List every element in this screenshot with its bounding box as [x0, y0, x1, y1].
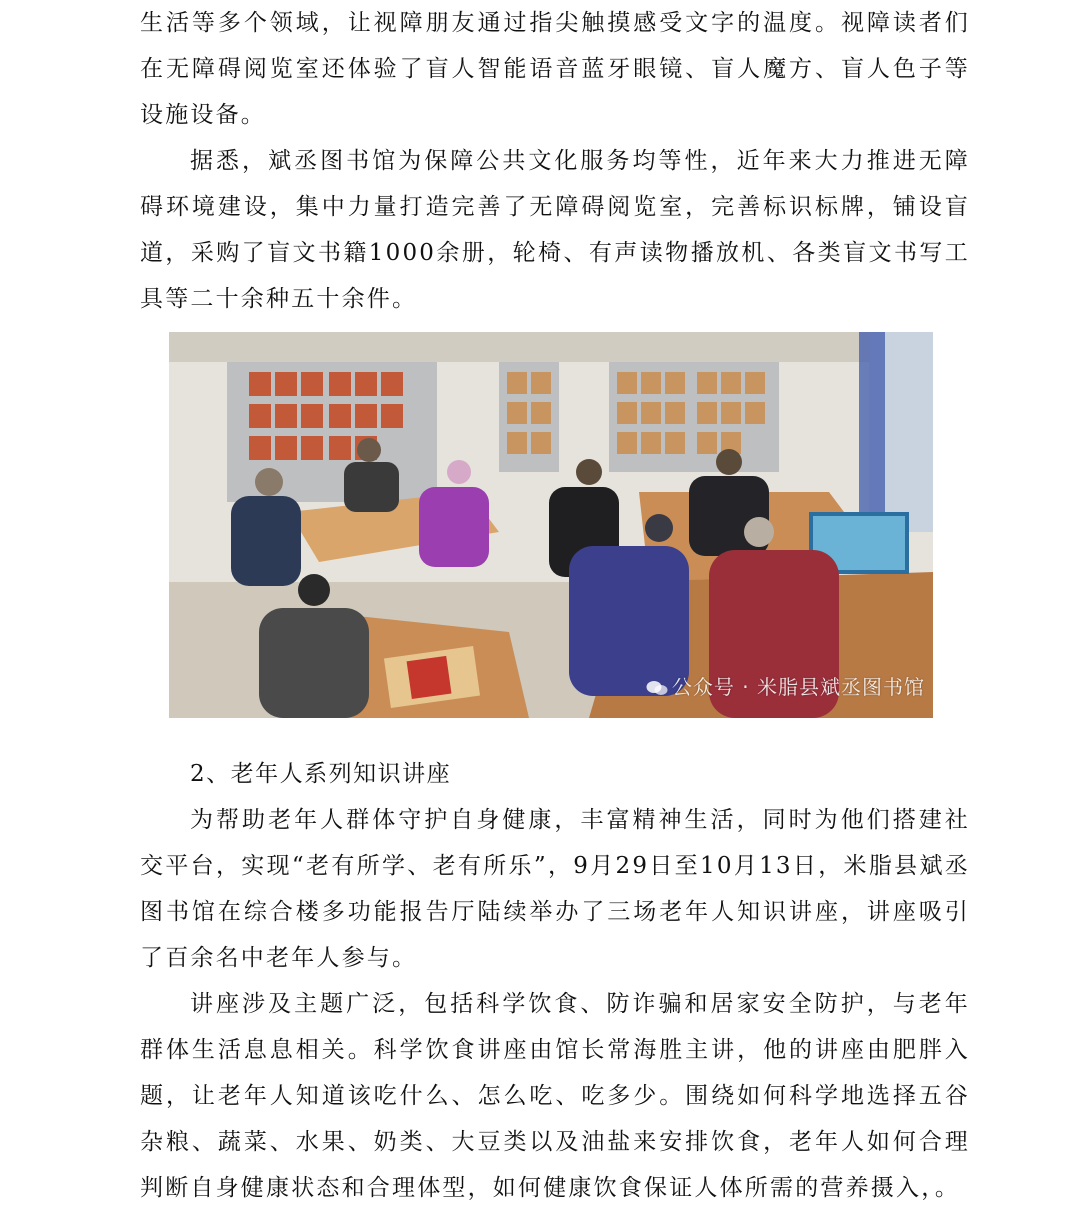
reading-room-photo-illustration: [169, 332, 933, 718]
photo-watermark: [646, 671, 925, 700]
photo-watermark-text: 公众号 · 米脂县斌丞图书馆: [671, 675, 925, 699]
article-top-section: [140, 0, 970, 322]
paragraph-continuation: 生活等多个领域，让视障朋友通过指尖触摸感受文字的温度。视障读者们在无障碍阅览室还体验了盲人智能语音蓝牙眼镜、盲人魔方、盲人色子等设施设备。: [140, 10, 970, 128]
wechat-icon: [646, 680, 668, 696]
section-heading-elderly-lectures: 2、老年人系列知识讲座: [190, 761, 452, 787]
paragraph-lecture-intro: 为帮助老年人群体守护自身健康，丰富精神生活，同时为他们搭建社交平台，实现“老有所学、老有所乐”，9月29日至10月13日，米脂县斌丞图书馆在综合楼多功能报告厅陆续举办了三场老年人知识讲座，讲座吸引了百余名中老年人参与。: [140, 807, 970, 971]
article-bottom-section: [140, 751, 970, 1211]
paragraph-lecture-topics: 讲座涉及主题广泛，包括科学饮食、防诈骗和居家安全防护，与老年群体生活息息相关。科学饮食讲座由馆长常海胜主讲，他的讲座由肥胖入题，让老年人知道该吃什么、怎么吃、吃多少。围绕如何科学地选择五谷杂粮、蔬菜、水果、奶类、大豆类以及油盐来安排饮食，老年人如何合理判断自身健康状态和合理体型，如何健康饮食保证人体所需的营养摄入，。: [140, 991, 970, 1201]
paragraph-accessibility-construction: 据悉，斌丞图书馆为保障公共文化服务均等性，近年来大力推进无障碍环境建设，集中力量打造完善了无障碍阅览室，完善标识标牌，铺设盲道，采购了盲文书籍1000余册，轮椅、有声读物播放机、各类盲文书写工具等二十余种五十余件。: [140, 148, 970, 312]
reading-room-photo: [169, 332, 933, 718]
